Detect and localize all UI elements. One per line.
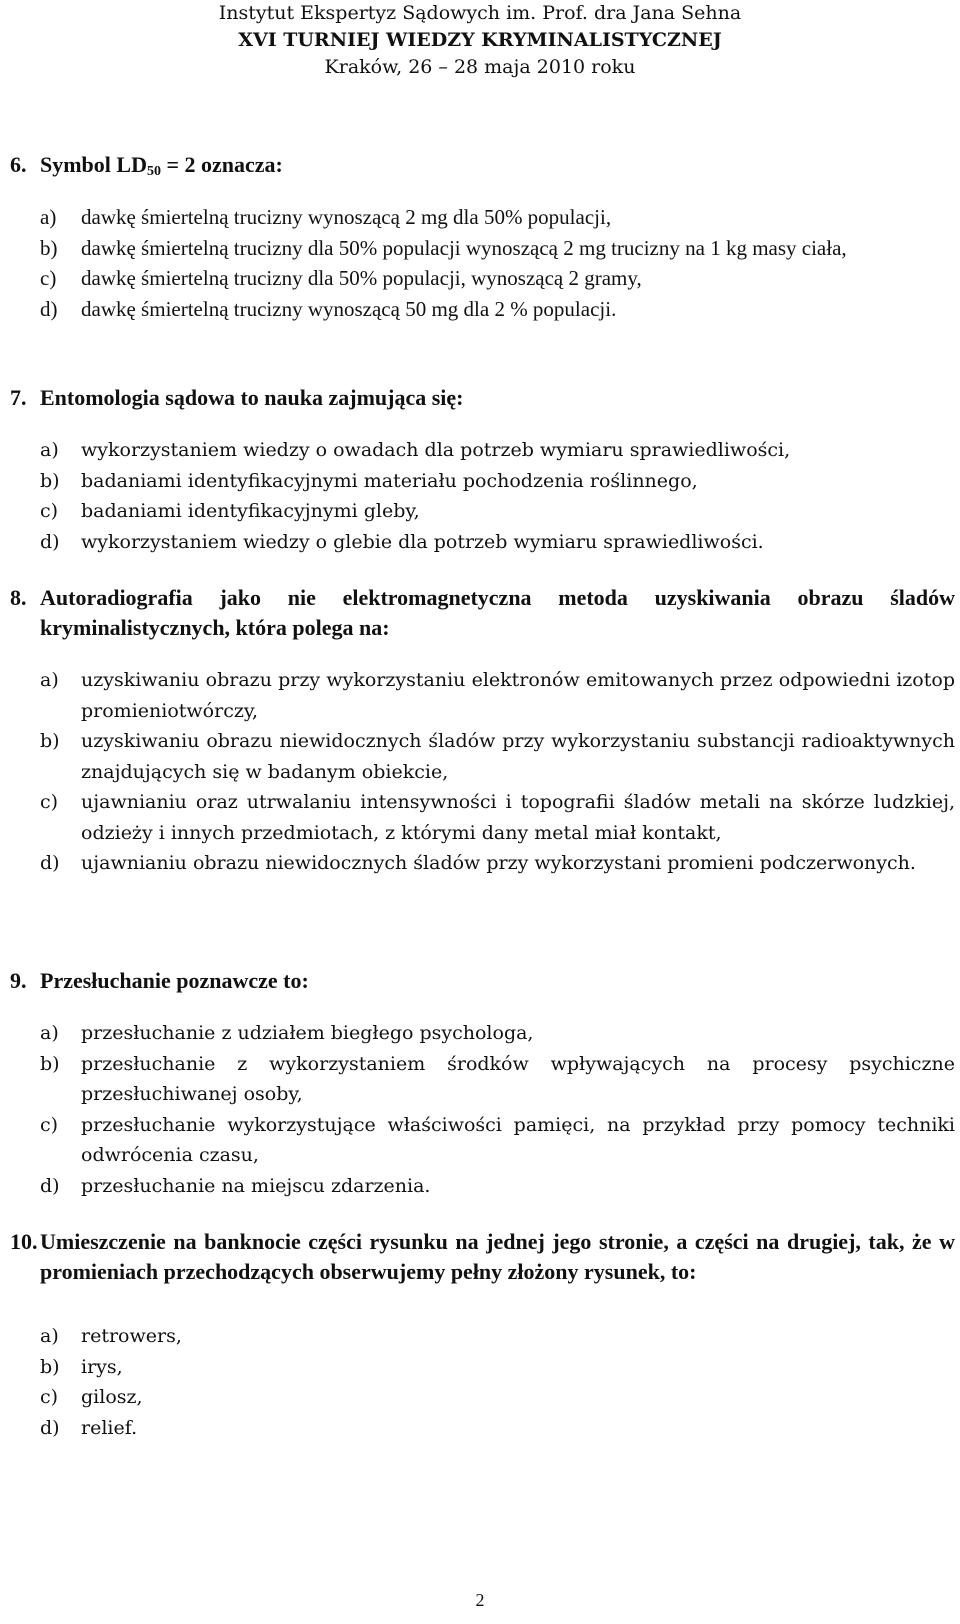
answer-letter: c) bbox=[40, 1113, 59, 1136]
answer-letter: b) bbox=[40, 469, 60, 492]
answer-letter: d) bbox=[40, 296, 58, 321]
answer-item bbox=[10, 527, 955, 558]
question-6 bbox=[10, 150, 955, 324]
page-number: 2 bbox=[475, 1590, 485, 1610]
header-tournament: XVI TURNIEJ WIEDZY KRYMINALISTYCZNEJ bbox=[238, 29, 722, 51]
answer-text: wykorzystaniem wiedzy o owadach dla potrzeb wymiaru sprawiedliwości, bbox=[81, 439, 791, 461]
answer-text: przesłuchanie z udziałem biegłego psychologa, bbox=[81, 1022, 534, 1044]
answer-item bbox=[10, 1413, 955, 1444]
answer-text: badaniami identyfikacyjnymi gleby, bbox=[81, 500, 420, 522]
answer-list bbox=[10, 1321, 955, 1443]
answer-item bbox=[10, 1018, 955, 1049]
answer-letter: a) bbox=[40, 439, 59, 461]
question-number: 8. bbox=[10, 585, 27, 610]
question-number: 10. bbox=[10, 1229, 38, 1254]
question-number: 7. bbox=[10, 385, 27, 410]
answer-item bbox=[10, 1382, 955, 1413]
question-8-title-text: Autoradiografia jako nie elektromagnetyczna metoda uzyskiwania obrazu śladów kryminalistycznych, która polega na: bbox=[40, 585, 955, 640]
answer-letter: d) bbox=[40, 1174, 60, 1197]
answer-letter: c) bbox=[40, 266, 57, 290]
answer-letter: d) bbox=[40, 1416, 60, 1439]
question-10-title bbox=[10, 1227, 955, 1287]
answer-item bbox=[10, 787, 955, 848]
question-10-title-text: Umieszczenie na banknocie części rysunku na jednej jego stronie, a części na drugiej, tak, że w promieniach przechodzących obserwujemy pełny złożony rysunek, to: bbox=[40, 1229, 955, 1284]
document-header bbox=[0, 0, 960, 81]
answer-text: wykorzystaniem wiedzy o glebie dla potrzeb wymiaru sprawiedliwości. bbox=[81, 530, 764, 553]
answer-item bbox=[10, 233, 955, 264]
answer-list bbox=[10, 435, 955, 557]
question-7-title-text: Entomologia sądowa to nauka zajmująca się: bbox=[40, 385, 464, 410]
answer-item bbox=[10, 726, 955, 787]
answer-letter: b) bbox=[40, 1052, 60, 1075]
answer-letter: c) bbox=[40, 500, 59, 522]
answer-text: uzyskiwaniu obrazu przy wykorzystaniu elektronów emitowanych przez odpowiedni izotop promieniotwórczy, bbox=[81, 669, 955, 722]
header-date: Kraków, 26 – 28 maja 2010 roku bbox=[324, 56, 636, 78]
answer-letter: b) bbox=[40, 1355, 60, 1378]
answer-item bbox=[10, 1321, 955, 1352]
answer-text: ujawnianiu obrazu niewidocznych śladów przy wykorzystani promieni podczerwonych. bbox=[81, 852, 916, 874]
answer-item bbox=[10, 435, 955, 466]
question-number: 9. bbox=[10, 968, 27, 993]
question-8-title bbox=[10, 583, 955, 643]
answer-letter: c) bbox=[40, 791, 59, 813]
answer-list bbox=[10, 665, 955, 879]
question-6-title-text: Symbol LD bbox=[40, 152, 147, 177]
header-institute: Instytut Ekspertyz Sądowych im. Prof. dra Jana Sehna bbox=[218, 2, 742, 24]
answer-text: dawkę śmiertelną trucizny wynoszącą 2 mg dla 50% populacji, bbox=[81, 205, 612, 229]
answer-letter: a) bbox=[40, 1022, 59, 1044]
question-6-title bbox=[10, 150, 955, 184]
answer-item bbox=[10, 496, 955, 527]
answer-letter: d) bbox=[40, 530, 60, 553]
answer-text: przesłuchanie z wykorzystaniem środków wpływających na procesy psychiczne przesłuchiwanej osoby, bbox=[81, 1052, 955, 1105]
title-subscript: 50 bbox=[146, 164, 161, 179]
question-number: 6. bbox=[10, 152, 27, 177]
answer-text: uzyskiwaniu obrazu niewidocznych śladów przy wykorzystaniu substancji radioaktywnych znajdujących się w badanym obiekcie, bbox=[81, 730, 955, 783]
answer-item bbox=[10, 1352, 955, 1383]
question-9 bbox=[10, 966, 955, 1201]
question-9-title-text: Przesłuchanie poznawcze to: bbox=[40, 968, 309, 993]
answer-text: gilosz, bbox=[81, 1386, 143, 1408]
question-9-title bbox=[10, 966, 955, 996]
question-8 bbox=[10, 583, 955, 879]
answer-item bbox=[10, 1171, 955, 1202]
answer-text: relief. bbox=[81, 1416, 138, 1439]
answer-letter: a) bbox=[40, 669, 59, 691]
answer-text: przesłuchanie na miejscu zdarzenia. bbox=[81, 1174, 431, 1197]
answer-item bbox=[10, 1049, 955, 1110]
answer-item bbox=[10, 263, 955, 294]
answer-item bbox=[10, 202, 955, 233]
answer-letter: d) bbox=[40, 852, 60, 874]
question-10 bbox=[10, 1227, 955, 1443]
answer-letter: b) bbox=[40, 235, 58, 260]
answer-text: irys, bbox=[81, 1355, 123, 1378]
question-7 bbox=[10, 383, 955, 557]
answer-list bbox=[10, 202, 955, 324]
answer-item bbox=[10, 1110, 955, 1171]
answer-text: przesłuchanie wykorzystujące właściwości pamięci, na przykład przy pomocy techniki odwrócenia czasu, bbox=[81, 1113, 955, 1166]
answer-item bbox=[10, 466, 955, 497]
question-7-title bbox=[10, 383, 955, 413]
answer-item bbox=[10, 294, 955, 325]
answer-letter: a) bbox=[40, 1325, 59, 1347]
answer-text: retrowers, bbox=[81, 1325, 182, 1347]
answer-letter: c) bbox=[40, 1386, 59, 1408]
answer-text: dawkę śmiertelną trucizny wynoszącą 50 mg dla 2 % populacji. bbox=[81, 296, 617, 321]
answer-text: dawkę śmiertelną trucizny dla 50% populacji wynoszącą 2 mg trucizny na 1 kg masy ciała, bbox=[81, 235, 847, 260]
answer-list bbox=[10, 1018, 955, 1201]
answer-item bbox=[10, 848, 955, 879]
answer-item bbox=[10, 665, 955, 726]
answer-letter: b) bbox=[40, 730, 60, 752]
answer-letter: a) bbox=[40, 205, 57, 229]
question-6-title-rest: = 2 oznacza: bbox=[160, 152, 283, 177]
answer-text: badaniami identyfikacyjnymi materiału pochodzenia roślinnego, bbox=[81, 469, 698, 492]
answer-text: ujawnianiu oraz utrwalaniu intensywności i topografii śladów metali na skórze ludzkiej, odzieży i innych przedmiotach, z którymi dany metal miał kontakt, bbox=[81, 791, 955, 844]
answer-text: dawkę śmiertelną trucizny dla 50% populacji, wynoszącą 2 gramy, bbox=[81, 266, 642, 290]
